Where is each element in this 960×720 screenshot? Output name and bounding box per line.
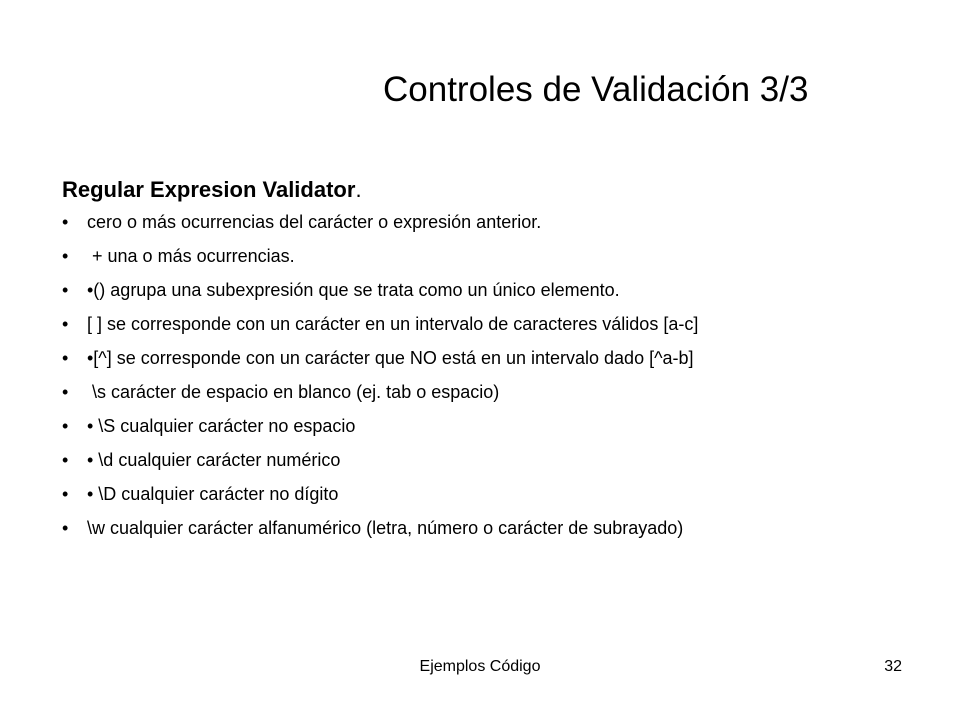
section-heading-text: Regular Expresion Validator bbox=[62, 177, 356, 202]
bullet-item bbox=[62, 346, 907, 370]
bullet-text: + una o más ocurrencias. bbox=[87, 246, 295, 266]
bullet-text: • \S cualquier carácter no espacio bbox=[87, 416, 356, 436]
section-heading bbox=[62, 172, 907, 208]
bullet-item bbox=[62, 380, 907, 404]
bullet-marker: • bbox=[62, 416, 69, 436]
bullet-item bbox=[62, 278, 907, 302]
bullet-marker: • bbox=[62, 246, 69, 266]
bullet-item bbox=[62, 244, 907, 268]
footer-text: Ejemplos Código bbox=[419, 658, 541, 675]
bullet-text: \w cualquier carácter alfanumérico (letra, número o carácter de subrayado) bbox=[87, 518, 684, 538]
bullet-text: cero o más ocurrencias del carácter o expresión anterior. bbox=[87, 212, 542, 232]
slide-content bbox=[62, 172, 907, 550]
bullet-item bbox=[62, 414, 907, 438]
section-heading-period: . bbox=[355, 177, 362, 202]
bullet-marker: • bbox=[62, 484, 69, 504]
bullet-item bbox=[62, 210, 907, 234]
bullet-marker: • bbox=[62, 518, 69, 538]
bullet-marker: • bbox=[62, 450, 69, 470]
bullet-text: •() agrupa una subexpresión que se trata como un único elemento. bbox=[87, 280, 620, 300]
bullet-marker: • bbox=[62, 280, 69, 300]
bullet-list bbox=[62, 210, 907, 540]
bullet-marker: • bbox=[62, 348, 69, 368]
page-number: 32 bbox=[884, 658, 902, 675]
bullet-text: \s carácter de espacio en blanco (ej. tab o espacio) bbox=[87, 382, 500, 402]
bullet-marker: • bbox=[62, 314, 69, 334]
bullet-text: [ ] se corresponde con un carácter en un intervalo de caracteres válidos [a-c] bbox=[87, 314, 699, 334]
bullet-text: • \d cualquier carácter numérico bbox=[87, 450, 341, 470]
bullet-marker: • bbox=[62, 382, 69, 402]
bullet-item bbox=[62, 312, 907, 336]
bullet-marker: • bbox=[62, 212, 69, 232]
slide-title: Controles de Validación 3/3 bbox=[383, 70, 809, 109]
bullet-item bbox=[62, 516, 907, 540]
bullet-text: • \D cualquier carácter no dígito bbox=[87, 484, 339, 504]
bullet-item bbox=[62, 482, 907, 506]
bullet-text: •[^] se corresponde con un carácter que NO está en un intervalo dado [^a-b] bbox=[87, 348, 694, 368]
bullet-item bbox=[62, 448, 907, 472]
